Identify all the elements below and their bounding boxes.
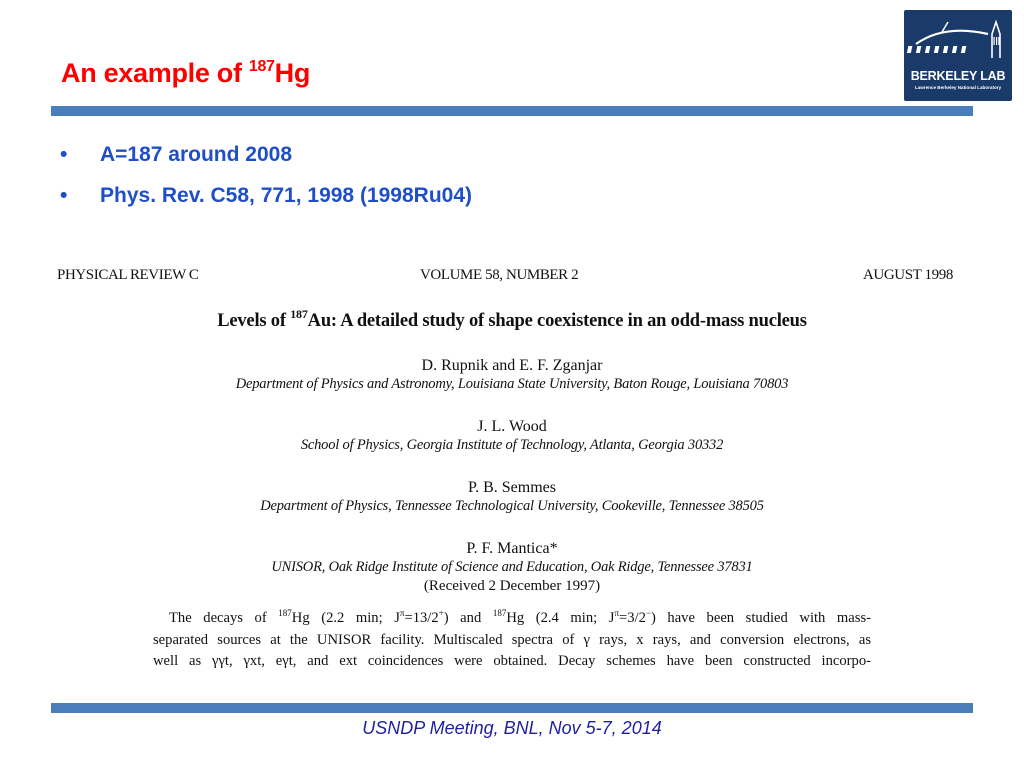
paper-title-prefix: Levels of (217, 311, 291, 331)
paper-affiliation: School of Physics, Georgia Institute of Technology, Atlanta, Georgia 30332 (300, 437, 724, 453)
paper-author: D. Rupnik and E. F. Zganjar (421, 357, 603, 374)
abstract-line (153, 608, 871, 630)
footer-text: USNDP Meeting, BNL, Nov 5-7, 2014 (362, 718, 662, 738)
abstract-text: The decays of (169, 610, 279, 626)
logo-wordmark: BERKELEY LAB (910, 69, 1006, 83)
abstract-sup: 187 (492, 608, 507, 618)
berkeley-lab-building-icon (904, 10, 1012, 70)
abstract-sup: + (438, 608, 444, 618)
journal-date: AUGUST 1998 (863, 267, 953, 283)
berkeley-lab-logo (904, 10, 1012, 101)
header-divider (51, 106, 973, 116)
abstract-sup: π (399, 608, 405, 618)
abstract-text: =3/2 (619, 610, 646, 626)
paper-title-rest: Au: A detailed study of shape coexistence in an odd-mass nucleus (307, 311, 807, 331)
bullet-marker: • (60, 184, 68, 207)
logo-subtitle: Lawrence Berkeley National Laboratory (914, 85, 1002, 90)
bullet-text: Phys. Rev. C58, 771, 1998 (1998Ru04) (100, 184, 473, 207)
abstract-text: Hg (2.2 min; J (291, 610, 400, 626)
paper-author: P. B. Semmes (467, 479, 556, 496)
slide-title (61, 58, 310, 89)
paper-affiliation: UNISOR, Oak Ridge Institute of Science and Education, Oak Ridge, Tennessee 37831 (271, 559, 753, 575)
paper-title-mass-number: 187 (290, 307, 308, 321)
abstract-sup: 187 (278, 608, 292, 618)
paper-affiliation: Department of Physics and Astronomy, Louisiana State University, Baton Rouge, Louisiana 70803 (235, 376, 789, 392)
abstract-text: =13/2 (404, 610, 439, 626)
slide-title-mass-number: 187 (248, 58, 275, 75)
abstract-sup: π (614, 608, 619, 618)
abstract-text: ) and (443, 610, 493, 626)
paper-abstract (153, 608, 871, 673)
bullet-text: A=187 around 2008 (100, 143, 293, 166)
abstract-line: well as γγt, γxt, eγt, and ext coincidences were obtained. Decay schemes have been constructed incorpo- (153, 653, 871, 669)
footer-divider (51, 703, 973, 713)
paper-author: P. F. Mantica* (466, 540, 558, 557)
abstract-text: ) have been studied with mass- (650, 610, 871, 626)
journal-volume: VOLUME 58, NUMBER 2 (420, 267, 579, 283)
journal-name: PHYSICAL REVIEW C (57, 267, 199, 283)
paper-author: J. L. Wood (477, 418, 547, 435)
abstract-text: Hg (2.4 min; J (506, 610, 615, 626)
abstract-line: separated sources at the UNISOR facility. Multiscaled spectra of γ rays, x rays, and conversion electrons, as (153, 631, 871, 648)
slide-title-prefix: An example of (61, 58, 249, 88)
paper-affiliation: Department of Physics, Tennessee Technological University, Cookeville, Tennessee 38505 (260, 498, 764, 514)
paper-title (0, 307, 1024, 332)
paper-received-date: (Received 2 December 1997) (423, 578, 601, 594)
slide-title-element: Hg (274, 58, 311, 88)
abstract-sup: − (645, 608, 651, 618)
bullet-marker: • (60, 143, 68, 166)
